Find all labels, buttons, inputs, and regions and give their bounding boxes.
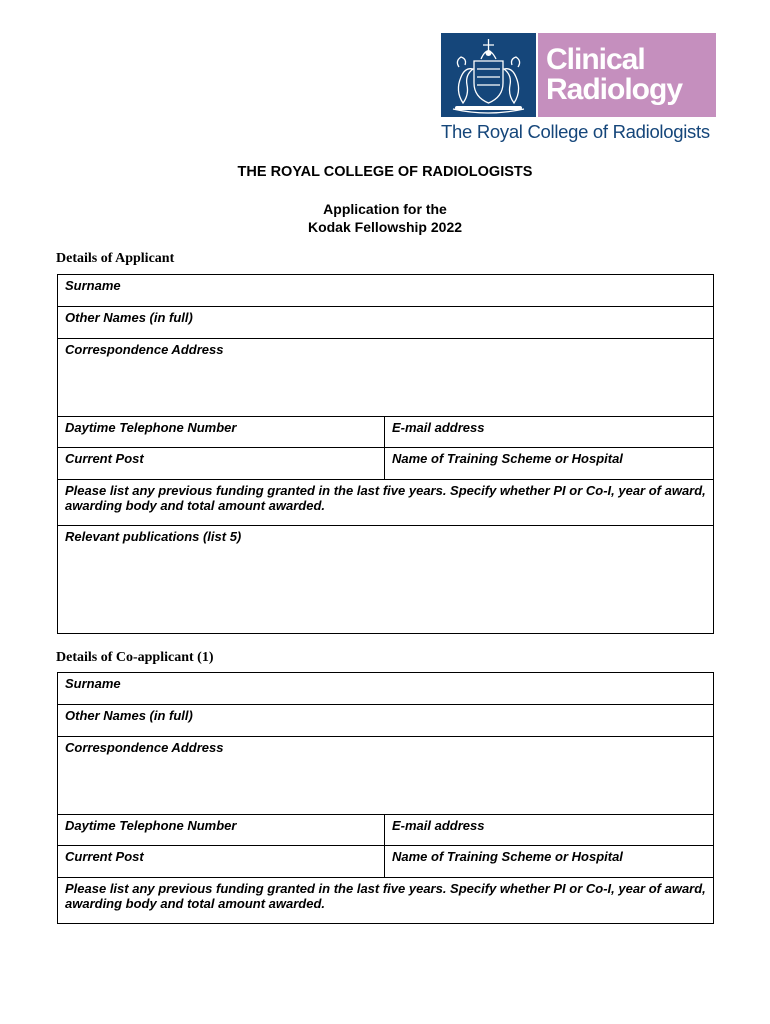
training-scheme-field[interactable] <box>385 846 713 877</box>
current-post-label: Current Post <box>65 849 144 864</box>
application-line-2: Kodak Fellowship 2022 <box>307 219 463 235</box>
co-applicant-heading: Details of Co-applicant (1) <box>56 650 214 665</box>
other-names-label: Other Names (in full) <box>65 708 193 723</box>
funding-label: Please list any previous funding granted in the last five years. Specify whether PI or Co-I, year of award, awarding body and total amount awarded. <box>65 881 706 911</box>
other-names-row[interactable] <box>58 705 713 737</box>
funding-label: Please list any previous funding granted in the last five years. Specify whether PI or Co-I, year of award, awarding body and total amount awarded. <box>65 483 706 513</box>
title-part: HE <box>246 164 271 180</box>
email-field[interactable] <box>385 815 713 845</box>
publications-row[interactable] <box>58 526 713 634</box>
telephone-label: Daytime Telephone Number <box>65 420 237 435</box>
current-post-field[interactable] <box>58 448 385 479</box>
brand-line-clinical: Clinical <box>546 43 645 76</box>
title-part: R <box>270 164 282 180</box>
title-part: ADIOLOGISTS <box>432 164 533 180</box>
college-title <box>0 164 770 180</box>
address-label: Correspondence Address <box>65 342 224 357</box>
other-names-label: Other Names (in full) <box>65 310 193 325</box>
applicant-form <box>57 274 714 634</box>
title-part: T <box>237 164 247 180</box>
funding-row[interactable] <box>58 480 713 526</box>
address-row[interactable] <box>58 737 713 815</box>
surname-row[interactable] <box>58 673 713 705</box>
coat-of-arms-icon <box>441 33 536 117</box>
title-part: R <box>422 164 433 180</box>
telephone-field[interactable] <box>58 417 385 447</box>
phone-email-row <box>58 417 713 448</box>
training-scheme-label: Name of Training Scheme or Hospital <box>392 451 623 466</box>
phone-email-row <box>58 815 713 846</box>
email-field[interactable] <box>385 417 713 447</box>
address-label: Correspondence Address <box>65 740 224 755</box>
surname-label: Surname <box>65 278 121 293</box>
title-part: C <box>323 164 335 180</box>
post-row <box>58 846 713 878</box>
post-row <box>58 448 713 480</box>
current-post-field[interactable] <box>58 846 385 877</box>
applicant-heading: Details of Applicant <box>56 251 175 266</box>
email-label: E-mail address <box>392 420 485 435</box>
application-line-1: Application for the <box>323 201 447 217</box>
address-row[interactable] <box>58 339 713 417</box>
title-part: OLLEGE OF <box>334 164 423 180</box>
telephone-label: Daytime Telephone Number <box>65 818 237 833</box>
brand-line-radiology: Radiology <box>546 73 683 106</box>
rcr-logo <box>441 33 716 145</box>
email-label: E-mail address <box>392 818 485 833</box>
title-part: OYAL <box>281 164 324 180</box>
funding-row[interactable] <box>58 878 713 924</box>
current-post-label: Current Post <box>65 451 144 466</box>
publications-label: Relevant publications (list 5) <box>65 529 242 544</box>
other-names-row[interactable] <box>58 307 713 339</box>
telephone-field[interactable] <box>58 815 385 845</box>
clinical-radiology-brand <box>538 33 716 117</box>
surname-label: Surname <box>65 676 121 691</box>
co-applicant-form <box>57 672 714 924</box>
training-scheme-field[interactable] <box>385 448 713 479</box>
surname-row[interactable] <box>58 275 713 307</box>
training-scheme-label: Name of Training Scheme or Hospital <box>392 849 623 864</box>
organisation-name: The Royal College of Radiologists <box>441 121 710 142</box>
